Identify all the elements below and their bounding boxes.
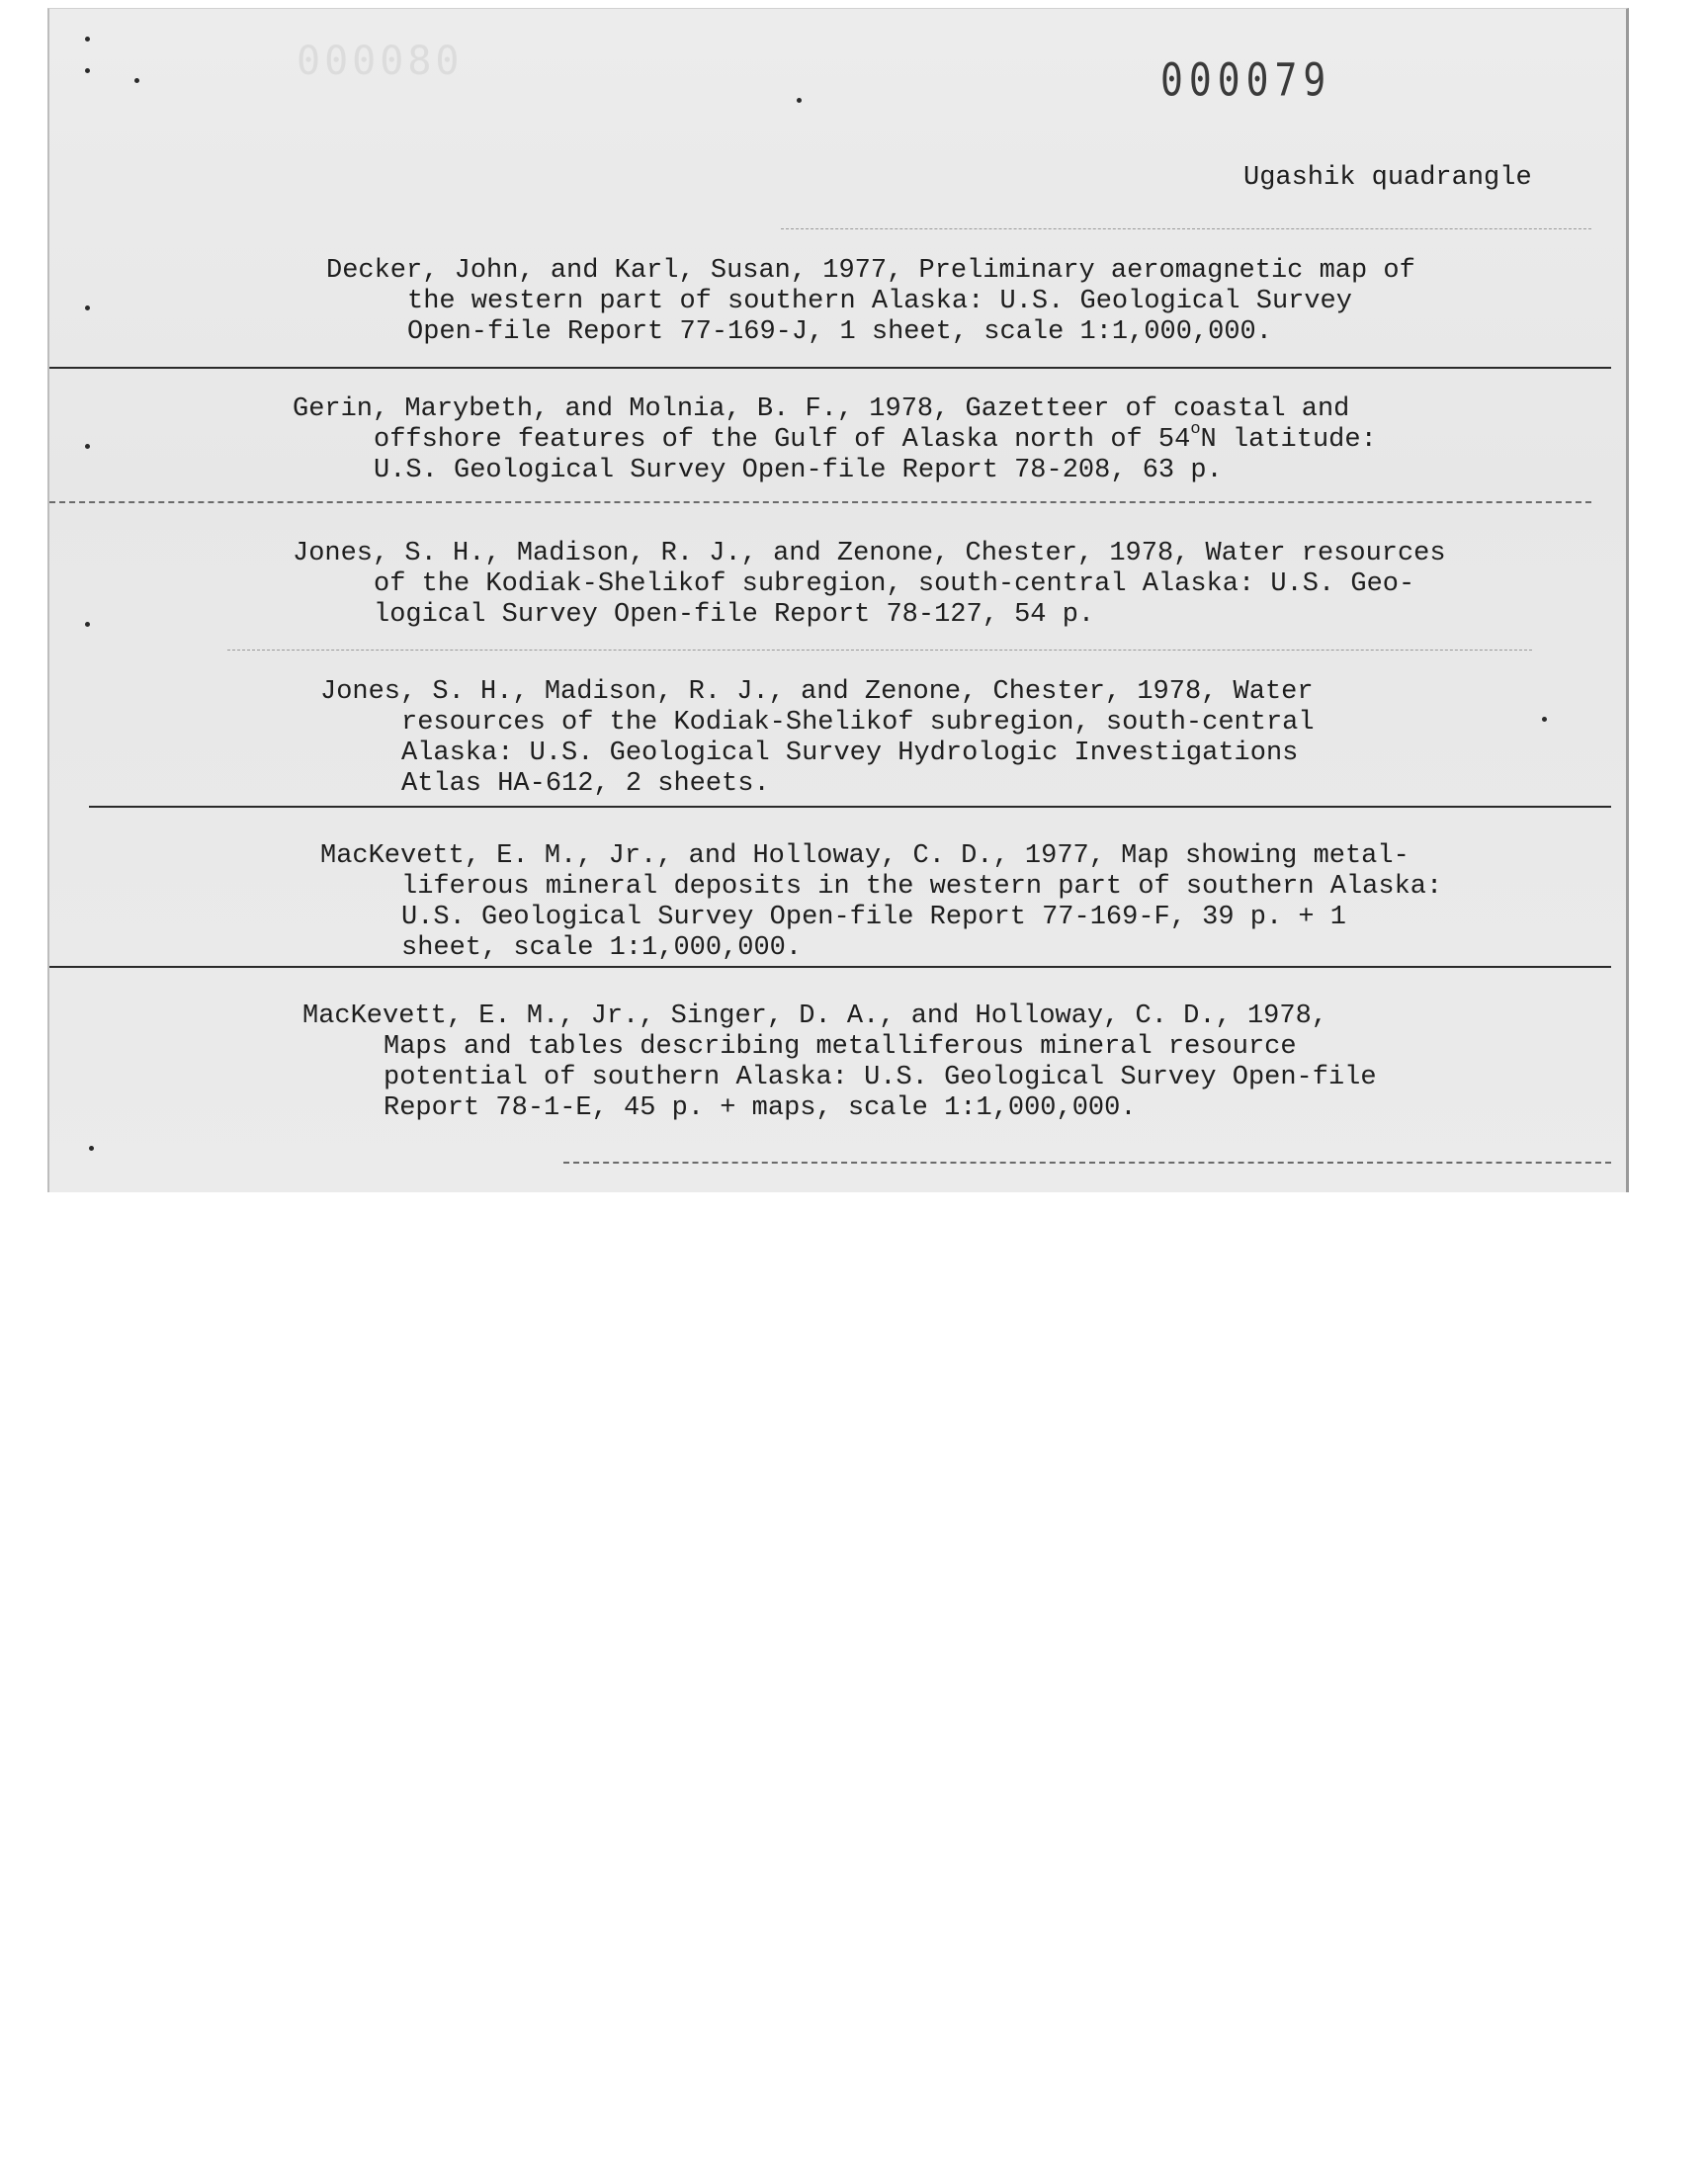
citation-line: Open-file Report 77-169-J, 1 sheet, scale 1:1,000,000. (407, 317, 1272, 347)
citation-entry-1 (326, 256, 1415, 348)
entry-divider (49, 367, 1611, 369)
citation-line: Jones, S. H., Madison, R. J., and Zenone, Chester, 1978, Water resources (293, 539, 1446, 568)
bleed-through-number: 000080 (297, 39, 464, 84)
header-divider (781, 228, 1591, 229)
scan-speck (797, 98, 802, 103)
citation-line: of the Kodiak-Shelikof subregion, south-central Alaska: U.S. Geo- (374, 569, 1415, 599)
citation-entry-5 (320, 841, 1442, 964)
degree-symbol: o (1190, 420, 1201, 439)
scan-speck (85, 444, 90, 449)
citation-entry-6 (302, 1001, 1377, 1124)
citation-line: Report 78-1-E, 45 p. + maps, scale 1:1,000,000. (384, 1093, 1137, 1123)
citation-line: Maps and tables describing metalliferous mineral resource (384, 1032, 1297, 1062)
scan-speck (134, 78, 139, 83)
citation-line: U.S. Geological Survey Open-file Report 78-208, 63 p. (374, 456, 1223, 485)
citation-line: the western part of southern Alaska: U.S. Geological Survey (407, 287, 1352, 316)
citation-line: Alaska: U.S. Geological Survey Hydrologic Investigations (401, 739, 1299, 768)
citation-line-text: offshore features of the Gulf of Alaska north of 54 (374, 425, 1191, 455)
scan-speck (85, 37, 90, 42)
entry-divider (49, 966, 1611, 968)
citation-line-tail: N latitude: (1200, 425, 1377, 455)
scanned-index-card (47, 8, 1629, 1192)
scan-speck (85, 622, 90, 627)
scan-speck (85, 68, 90, 73)
citation-entry-4 (320, 677, 1315, 800)
citation-line-with-degree (293, 420, 1377, 456)
scan-speck (89, 1146, 94, 1151)
citation-line: U.S. Geological Survey Open-file Report 77-169-F, 39 p. + 1 (401, 903, 1346, 932)
scan-speck (85, 305, 90, 310)
citation-entry-2 (293, 394, 1377, 486)
citation-line: Atlas HA-612, 2 sheets. (401, 769, 770, 799)
entry-divider (89, 806, 1611, 808)
citation-line: Jones, S. H., Madison, R. J., and Zenone, Chester, 1978, Water (320, 677, 1314, 707)
document-number: 000079 (1160, 53, 1332, 107)
citation-line: MacKevett, E. M., Jr., and Holloway, C. D., 1977, Map showing metal- (320, 841, 1409, 871)
entry-divider (227, 650, 1532, 651)
citation-line: sheet, scale 1:1,000,000. (401, 933, 803, 963)
entry-divider (49, 501, 1591, 503)
citation-line: resources of the Kodiak-Shelikof subregion, south-central (401, 708, 1315, 738)
citation-line: MacKevett, E. M., Jr., Singer, D. A., and Holloway, C. D., 1978, (302, 1001, 1327, 1031)
citation-line: Decker, John, and Karl, Susan, 1977, Preliminary aeromagnetic map of (326, 256, 1415, 286)
entry-divider (563, 1162, 1611, 1164)
citation-line: logical Survey Open-file Report 78-127, 54 p. (374, 600, 1095, 630)
scan-speck (1542, 717, 1547, 722)
citation-line: liferous mineral deposits in the western part of southern Alaska: (401, 872, 1443, 902)
quadrangle-title: Ugashik quadrangle (1243, 163, 1532, 193)
citation-entry-3 (293, 539, 1446, 631)
citation-line: Gerin, Marybeth, and Molnia, B. F., 1978, Gazetteer of coastal and (293, 394, 1350, 424)
citation-line: potential of southern Alaska: U.S. Geological Survey Open-file (384, 1063, 1377, 1092)
